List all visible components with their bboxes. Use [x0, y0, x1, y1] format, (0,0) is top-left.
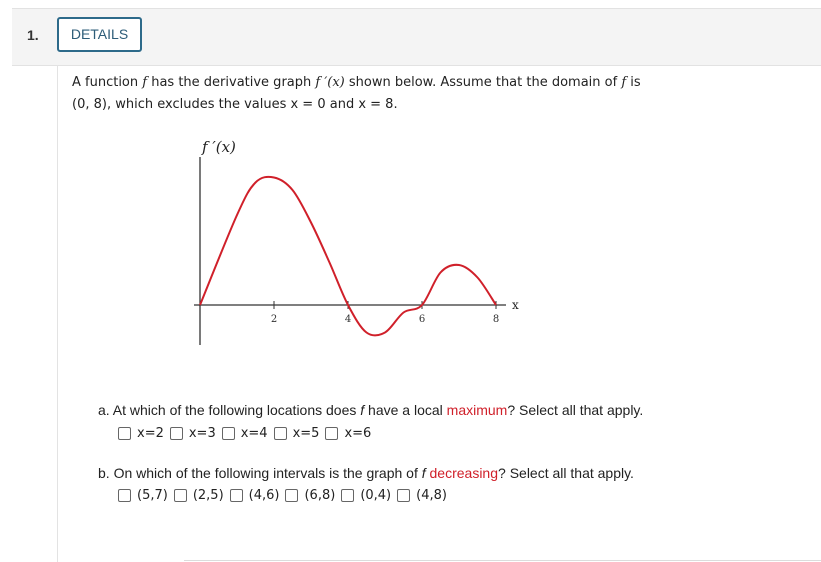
- part-a-option-3[interactable]: [274, 426, 320, 441]
- part-b-checkbox-3[interactable]: [285, 489, 298, 502]
- derivative-graph: [188, 135, 528, 350]
- part-a-text: a. At which of the following locations does: [98, 402, 361, 418]
- prompt-derivative-name: f ′(x): [315, 75, 345, 90]
- prompt-text: A function: [72, 75, 143, 90]
- part-a-options: [118, 426, 377, 441]
- part-a-option-4[interactable]: [325, 426, 371, 441]
- part-b-checkbox-0[interactable]: [118, 489, 131, 502]
- part-a-option-1[interactable]: [170, 426, 216, 441]
- part-a-option-2[interactable]: [222, 426, 268, 441]
- part-b-option-label: (0,4): [360, 488, 392, 503]
- part-a-option-0[interactable]: [118, 426, 164, 441]
- part-b-checkbox-1[interactable]: [174, 489, 187, 502]
- bottom-divider: [184, 560, 821, 561]
- part-b-option-3[interactable]: [285, 488, 335, 503]
- prompt-function-name: f: [621, 75, 627, 90]
- part-a-keyword: maximum: [446, 402, 508, 418]
- y-axis-label: f ′(x): [202, 138, 236, 156]
- part-a-option-label: x=5: [292, 426, 320, 441]
- x-tick-label: 6: [418, 314, 426, 325]
- part-b-option-2[interactable]: [230, 488, 280, 503]
- part-b-options: [118, 488, 453, 503]
- part-a-text: ? Select all that apply.: [507, 402, 644, 418]
- part-b-option-label: (6,8): [304, 488, 336, 503]
- part-b-option-label: (5,7): [137, 488, 168, 503]
- part-a-option-label: x=4: [240, 426, 268, 441]
- x-tick-label: 4: [344, 314, 352, 325]
- derivative-curve: [200, 177, 496, 336]
- prompt-function-name: f: [142, 75, 148, 90]
- part-a-option-label: x=3: [188, 426, 216, 441]
- part-a-checkbox-1[interactable]: [170, 427, 183, 440]
- part-b-checkbox-2[interactable]: [230, 489, 243, 502]
- x-tick-label: 8: [492, 314, 500, 325]
- part-b-text: ? Select all that apply.: [498, 465, 634, 481]
- prompt-text: has the derivative graph: [147, 75, 316, 90]
- part-b-function-name: f: [421, 465, 426, 481]
- details-button[interactable]: DETAILS: [57, 17, 142, 52]
- part-a-checkbox-3[interactable]: [274, 427, 287, 440]
- part-b-option-1[interactable]: [174, 488, 224, 503]
- question-prompt: [72, 72, 792, 116]
- part-b-option-label: (4,6): [248, 488, 280, 503]
- part-b-option-4[interactable]: [341, 488, 391, 503]
- part-a-checkbox-0[interactable]: [118, 427, 131, 440]
- part-a-option-label: x=6: [344, 426, 372, 441]
- prompt-domain-text: (0, 8), which excludes the values x = 0 and x = 8.: [72, 97, 398, 112]
- prompt-text: is: [626, 75, 641, 90]
- part-b-option-label: (2,5): [192, 488, 224, 503]
- part-a-function-name: f: [360, 402, 365, 418]
- part-b-option-label: (4,8): [416, 488, 447, 503]
- part-b-option-5[interactable]: [397, 488, 447, 503]
- x-tick-label: 2: [270, 314, 278, 325]
- part-b-text: b. On which of the following intervals is the graph of: [98, 465, 422, 481]
- part-b-checkbox-5[interactable]: [397, 489, 410, 502]
- part-b-keyword: decreasing: [425, 465, 499, 481]
- part-b-checkbox-4[interactable]: [341, 489, 354, 502]
- part-b-question: [98, 465, 634, 481]
- part-b-option-0[interactable]: [118, 488, 168, 503]
- prompt-text: shown below. Assume that the domain of: [344, 75, 622, 90]
- question-number: 1.: [27, 27, 39, 43]
- part-a-text: have a local: [364, 402, 447, 418]
- part-a-option-label: x=2: [137, 426, 164, 441]
- x-axis-label: x: [512, 298, 519, 312]
- part-a-checkbox-2[interactable]: [222, 427, 235, 440]
- left-divider: [57, 65, 58, 562]
- part-a-question: [98, 402, 643, 418]
- part-a-checkbox-4[interactable]: [325, 427, 338, 440]
